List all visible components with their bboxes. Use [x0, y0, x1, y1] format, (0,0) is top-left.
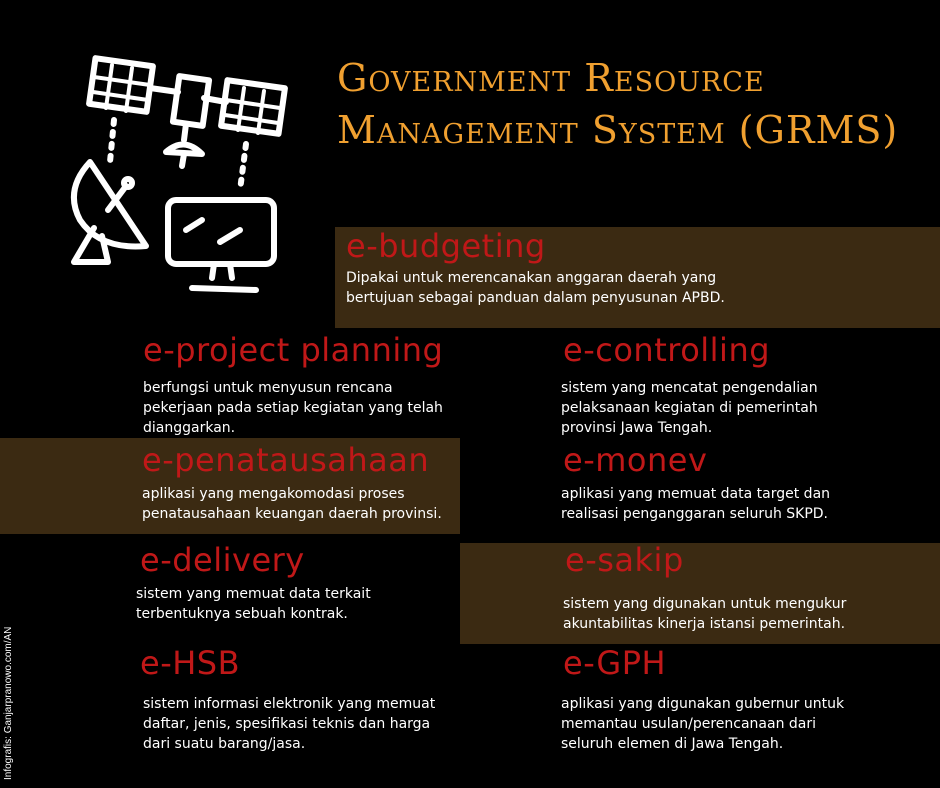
- e-project-planning-description: berfungsi untuk menyusun rencana pekerjaan pada setiap kegiatan yang telah dianggarkan.: [143, 380, 443, 436]
- e-hsb-description: sistem informasi elektronik yang memuat daftar, jenis, spesifikasi teknis dan harga dari suatu barang/jasa.: [143, 696, 436, 752]
- e-budgeting-description: Dipakai untuk merencanakan anggaran daerah yang bertujuan sebagai panduan dalam penyusunan APBD.: [346, 270, 725, 306]
- satellite-dish-icon: [74, 162, 146, 262]
- e-delivery-description: sistem yang memuat data terkait terbentuknya sebuah kontrak.: [136, 586, 371, 622]
- e-monev-description: aplikasi yang memuat data target dan realisasi penganggaran seluruh SKPD.: [561, 486, 831, 522]
- satellite-illustration: [50, 50, 300, 300]
- e-penatausahaan-description: aplikasi yang mengakomodasi proses penatausahaan keuangan daerah provinsi.: [142, 486, 442, 522]
- e-sakip-description: sistem yang digunakan untuk mengukur akuntabilitas kinerja istansi pemerintah.: [563, 596, 847, 632]
- e-controlling-heading: e-controlling: [563, 331, 771, 369]
- e-penatausahaan-heading: e-penatausahaan: [142, 441, 430, 479]
- e-hsb-heading: e-HSB: [140, 644, 241, 682]
- title-line-2: Management System (GRMS): [337, 108, 899, 152]
- page-title: [337, 52, 937, 156]
- e-budgeting-heading: e-budgeting: [346, 227, 546, 265]
- e-delivery-heading: e-delivery: [140, 541, 305, 579]
- e-project-planning-heading: e-project planning: [143, 331, 444, 369]
- satellite-icon: [89, 58, 285, 166]
- e-gph-heading: e-GPH: [563, 644, 667, 682]
- e-sakip-heading: e-sakip: [565, 541, 684, 579]
- title-line-1: Government Resource: [337, 56, 765, 100]
- credit-text: Infografis: Ganjarpranowo.com/AN: [3, 626, 14, 780]
- e-gph-description: aplikasi yang digunakan gubernur untuk memantau usulan/perencanaan dari seluruh elemen di Jawa Tengah.: [561, 696, 845, 752]
- e-controlling-description: sistem yang mencatat pengendalian pelaksanaan kegiatan di pemerintah provinsi Jawa Tengah.: [561, 380, 818, 436]
- monitor-icon: [168, 200, 274, 290]
- e-monev-heading: e-monev: [563, 441, 708, 479]
